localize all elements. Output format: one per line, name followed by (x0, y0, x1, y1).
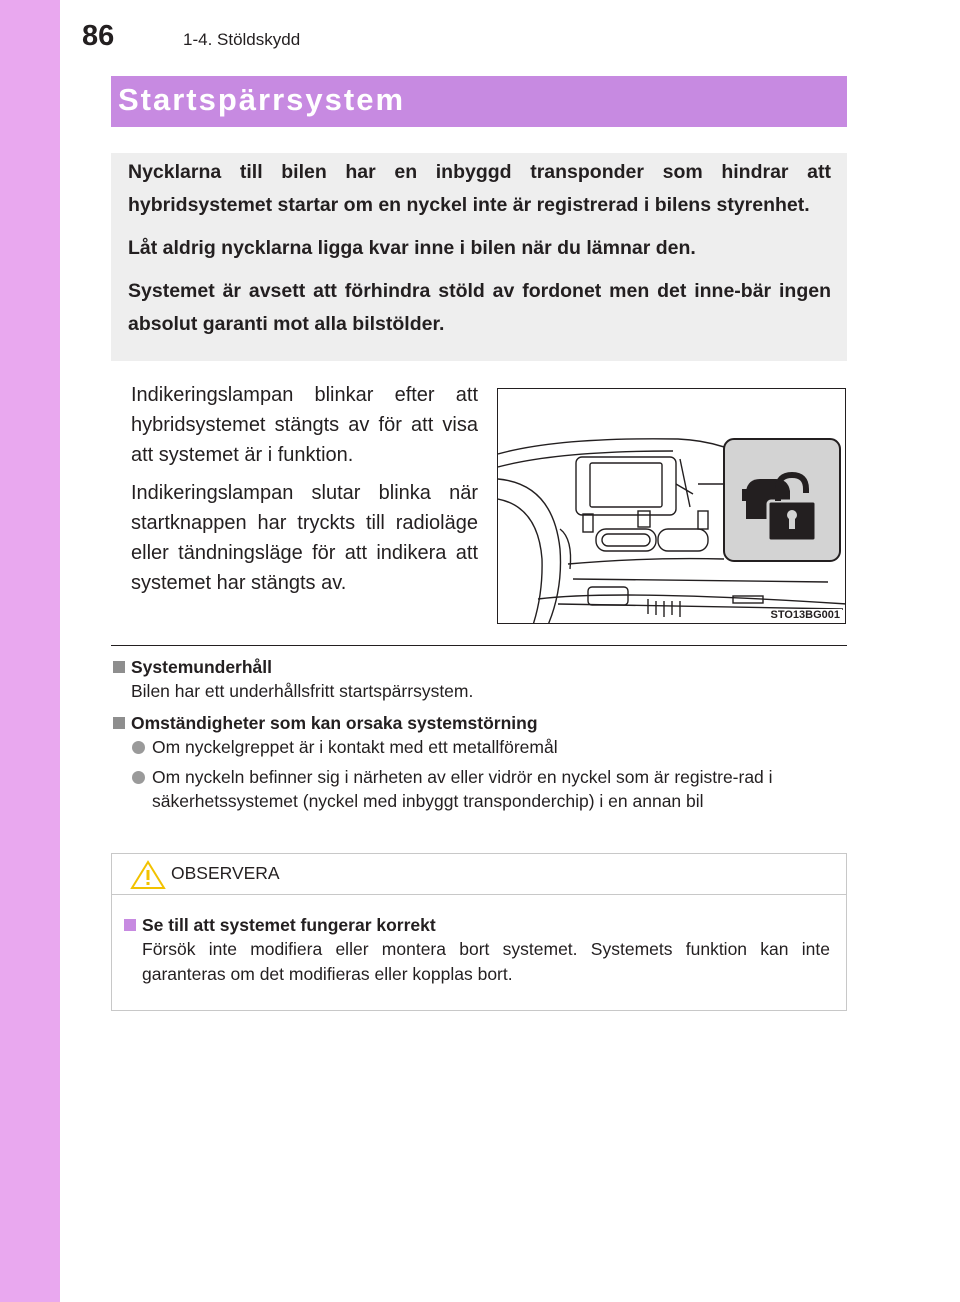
section-label: 1-4. Stöldskydd (183, 30, 301, 49)
note-text: Bilen har ett underhållsfritt startspärrsystem. (131, 681, 474, 701)
note-heading-text: Systemunderhåll (131, 657, 273, 677)
dashboard-figure (497, 388, 846, 624)
square-bullet-icon (113, 661, 125, 673)
note-heading-text: Omständigheter som kan orsaka systemstörning (131, 713, 538, 733)
divider (111, 645, 847, 646)
body-paragraph: Indikeringslampan blinkar efter att hybridsystemet stängts av för att visa att systemet är i funktion. (131, 384, 478, 466)
intro-box (111, 153, 847, 361)
list-item-text: Om nyckelgreppet är i kontakt med ett metallföremål (152, 737, 558, 757)
dashboard-illustration (498, 389, 846, 624)
list-item (111, 735, 847, 759)
note-heading (111, 711, 847, 735)
warning-text: Försök inte modifiera eller montera bort systemet. Systemets funktion kan inte garanteras om det modifieras eller kopplas bort. (142, 939, 830, 984)
circle-bullet-icon (132, 771, 145, 784)
circle-bullet-icon (132, 741, 145, 754)
note-heading (111, 655, 847, 679)
warning-box (111, 853, 847, 1011)
list-item-text: Om nyckeln befinner sig i närheten av eller vidrör en nyckel som är registre-rad i säkerhetssystemet (nyckel med inbyggt transponderchip) i en annan bil (152, 767, 773, 811)
square-bullet-icon (124, 919, 136, 931)
warning-heading (122, 913, 830, 937)
list-item (111, 765, 847, 813)
warning-body (112, 895, 846, 987)
warning-header (112, 854, 846, 895)
warning-label: OBSERVERA (171, 863, 280, 883)
page-title: Startspärrsystem (118, 82, 406, 117)
title-bar (111, 76, 847, 127)
figure-code: STO13BG001 (770, 609, 840, 621)
page-number: 86 (82, 20, 115, 52)
notes-section (111, 655, 847, 819)
side-tab (0, 0, 60, 1302)
body-text (131, 380, 478, 606)
warning-triangle-icon (130, 860, 166, 890)
intro-paragraph: Låt aldrig nycklarna ligga kvar inne i bilen när du lämnar den. (128, 237, 696, 259)
body-paragraph: Indikeringslampan slutar blinka när startknappen har tryckts till radioläge eller tändningsläge för att indikera att systemet har stängts av. (131, 482, 478, 594)
intro-paragraph: Nycklarna till bilen har en inbyggd transponder som hindrar att hybridsystemet startar om en nyckel inte är registrerad i bilens styrenhet. (128, 161, 831, 216)
intro-paragraph: Systemet är avsett att förhindra stöld av fordonet men det inne-bär ingen absolut garanti mot alla bilstölder. (128, 280, 831, 335)
square-bullet-icon (113, 717, 125, 729)
warning-heading-text: Se till att systemet fungerar korrekt (142, 915, 436, 935)
